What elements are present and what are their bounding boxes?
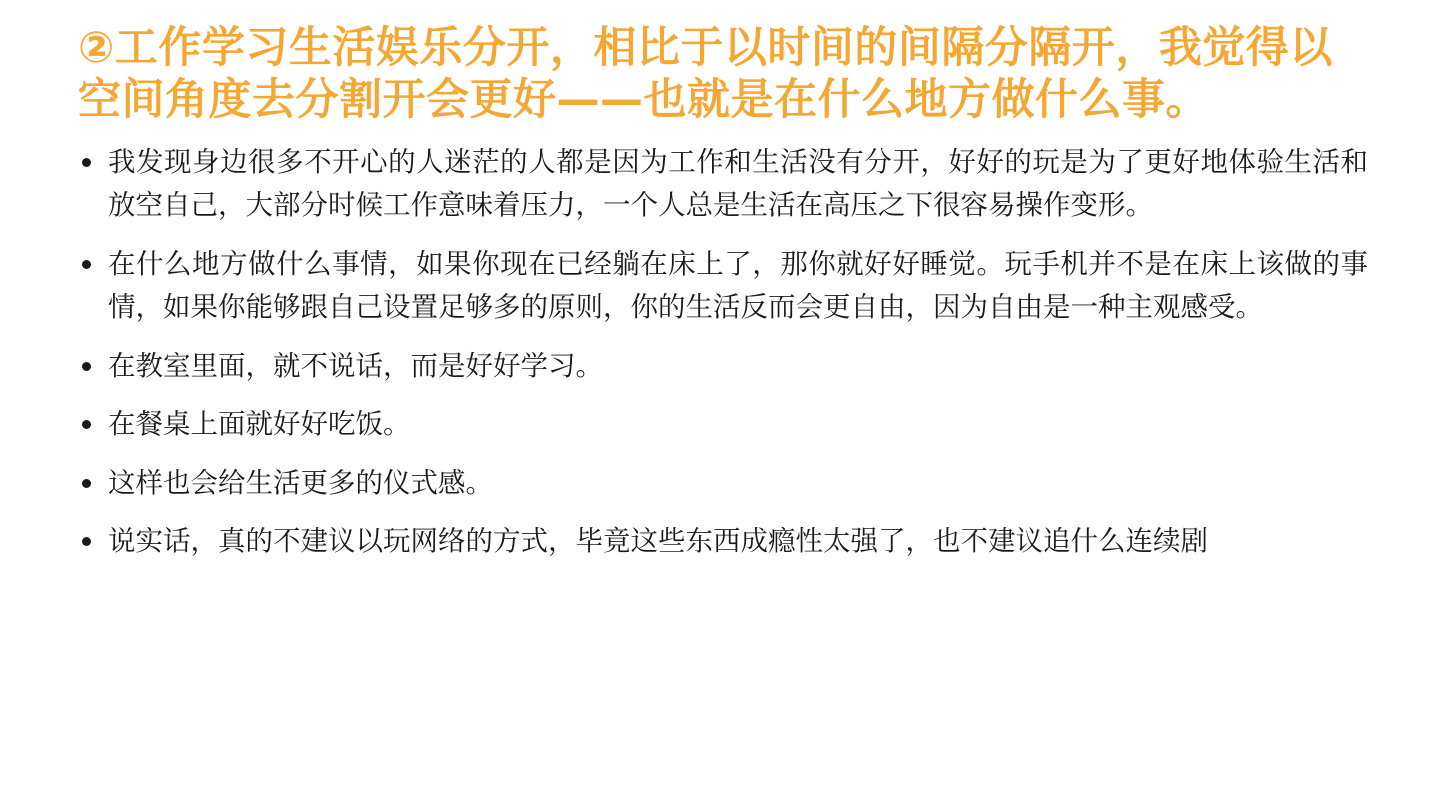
bullet-dot-icon <box>82 260 91 269</box>
bullet-dot-icon <box>82 362 91 371</box>
list-item-text: 说实话，真的不建议以玩网络的方式，毕竟这些东西成瘾性太强了，也不建议追什么连续剧 <box>108 524 1208 557</box>
list-item <box>78 520 1368 563</box>
bullet-list <box>78 141 1368 564</box>
list-item <box>78 141 1368 228</box>
page-title: ②工作学习生活娱乐分开，相比于以时间的间隔分隔开，我觉得以空间角度去分割开会更好——也就是在什么地方做什么事。 <box>78 23 1333 126</box>
bullet-dot-icon <box>82 420 91 429</box>
list-item <box>78 403 1368 446</box>
bullet-dot-icon <box>82 479 91 488</box>
bullet-dot-icon <box>82 537 91 546</box>
list-item-text: 这样也会给生活更多的仪式感。 <box>108 466 493 499</box>
bullet-dot-icon <box>82 158 91 167</box>
list-item <box>78 345 1368 388</box>
list-item <box>78 462 1368 505</box>
list-item-text: 我发现身边很多不开心的人迷茫的人都是因为工作和生活没有分开，好好的玩是为了更好地体验生活和放空自己，大部分时候工作意味着压力，一个人总是生活在高压之下很容易操作变形。 <box>108 145 1368 222</box>
list-item-text: 在餐桌上面就好好吃饭。 <box>108 408 411 441</box>
list-item-text: 在什么地方做什么事情，如果你现在已经躺在床上了，那你就好好睡觉。玩手机并不是在床上该做的事情，如果你能够跟自己设置足够多的原则，你的生活反而会更自由，因为自由是一种主观感受。 <box>108 247 1368 324</box>
list-item-text: 在教室里面，就不说话，而是好好学习。 <box>108 349 603 382</box>
list-item <box>78 243 1368 330</box>
